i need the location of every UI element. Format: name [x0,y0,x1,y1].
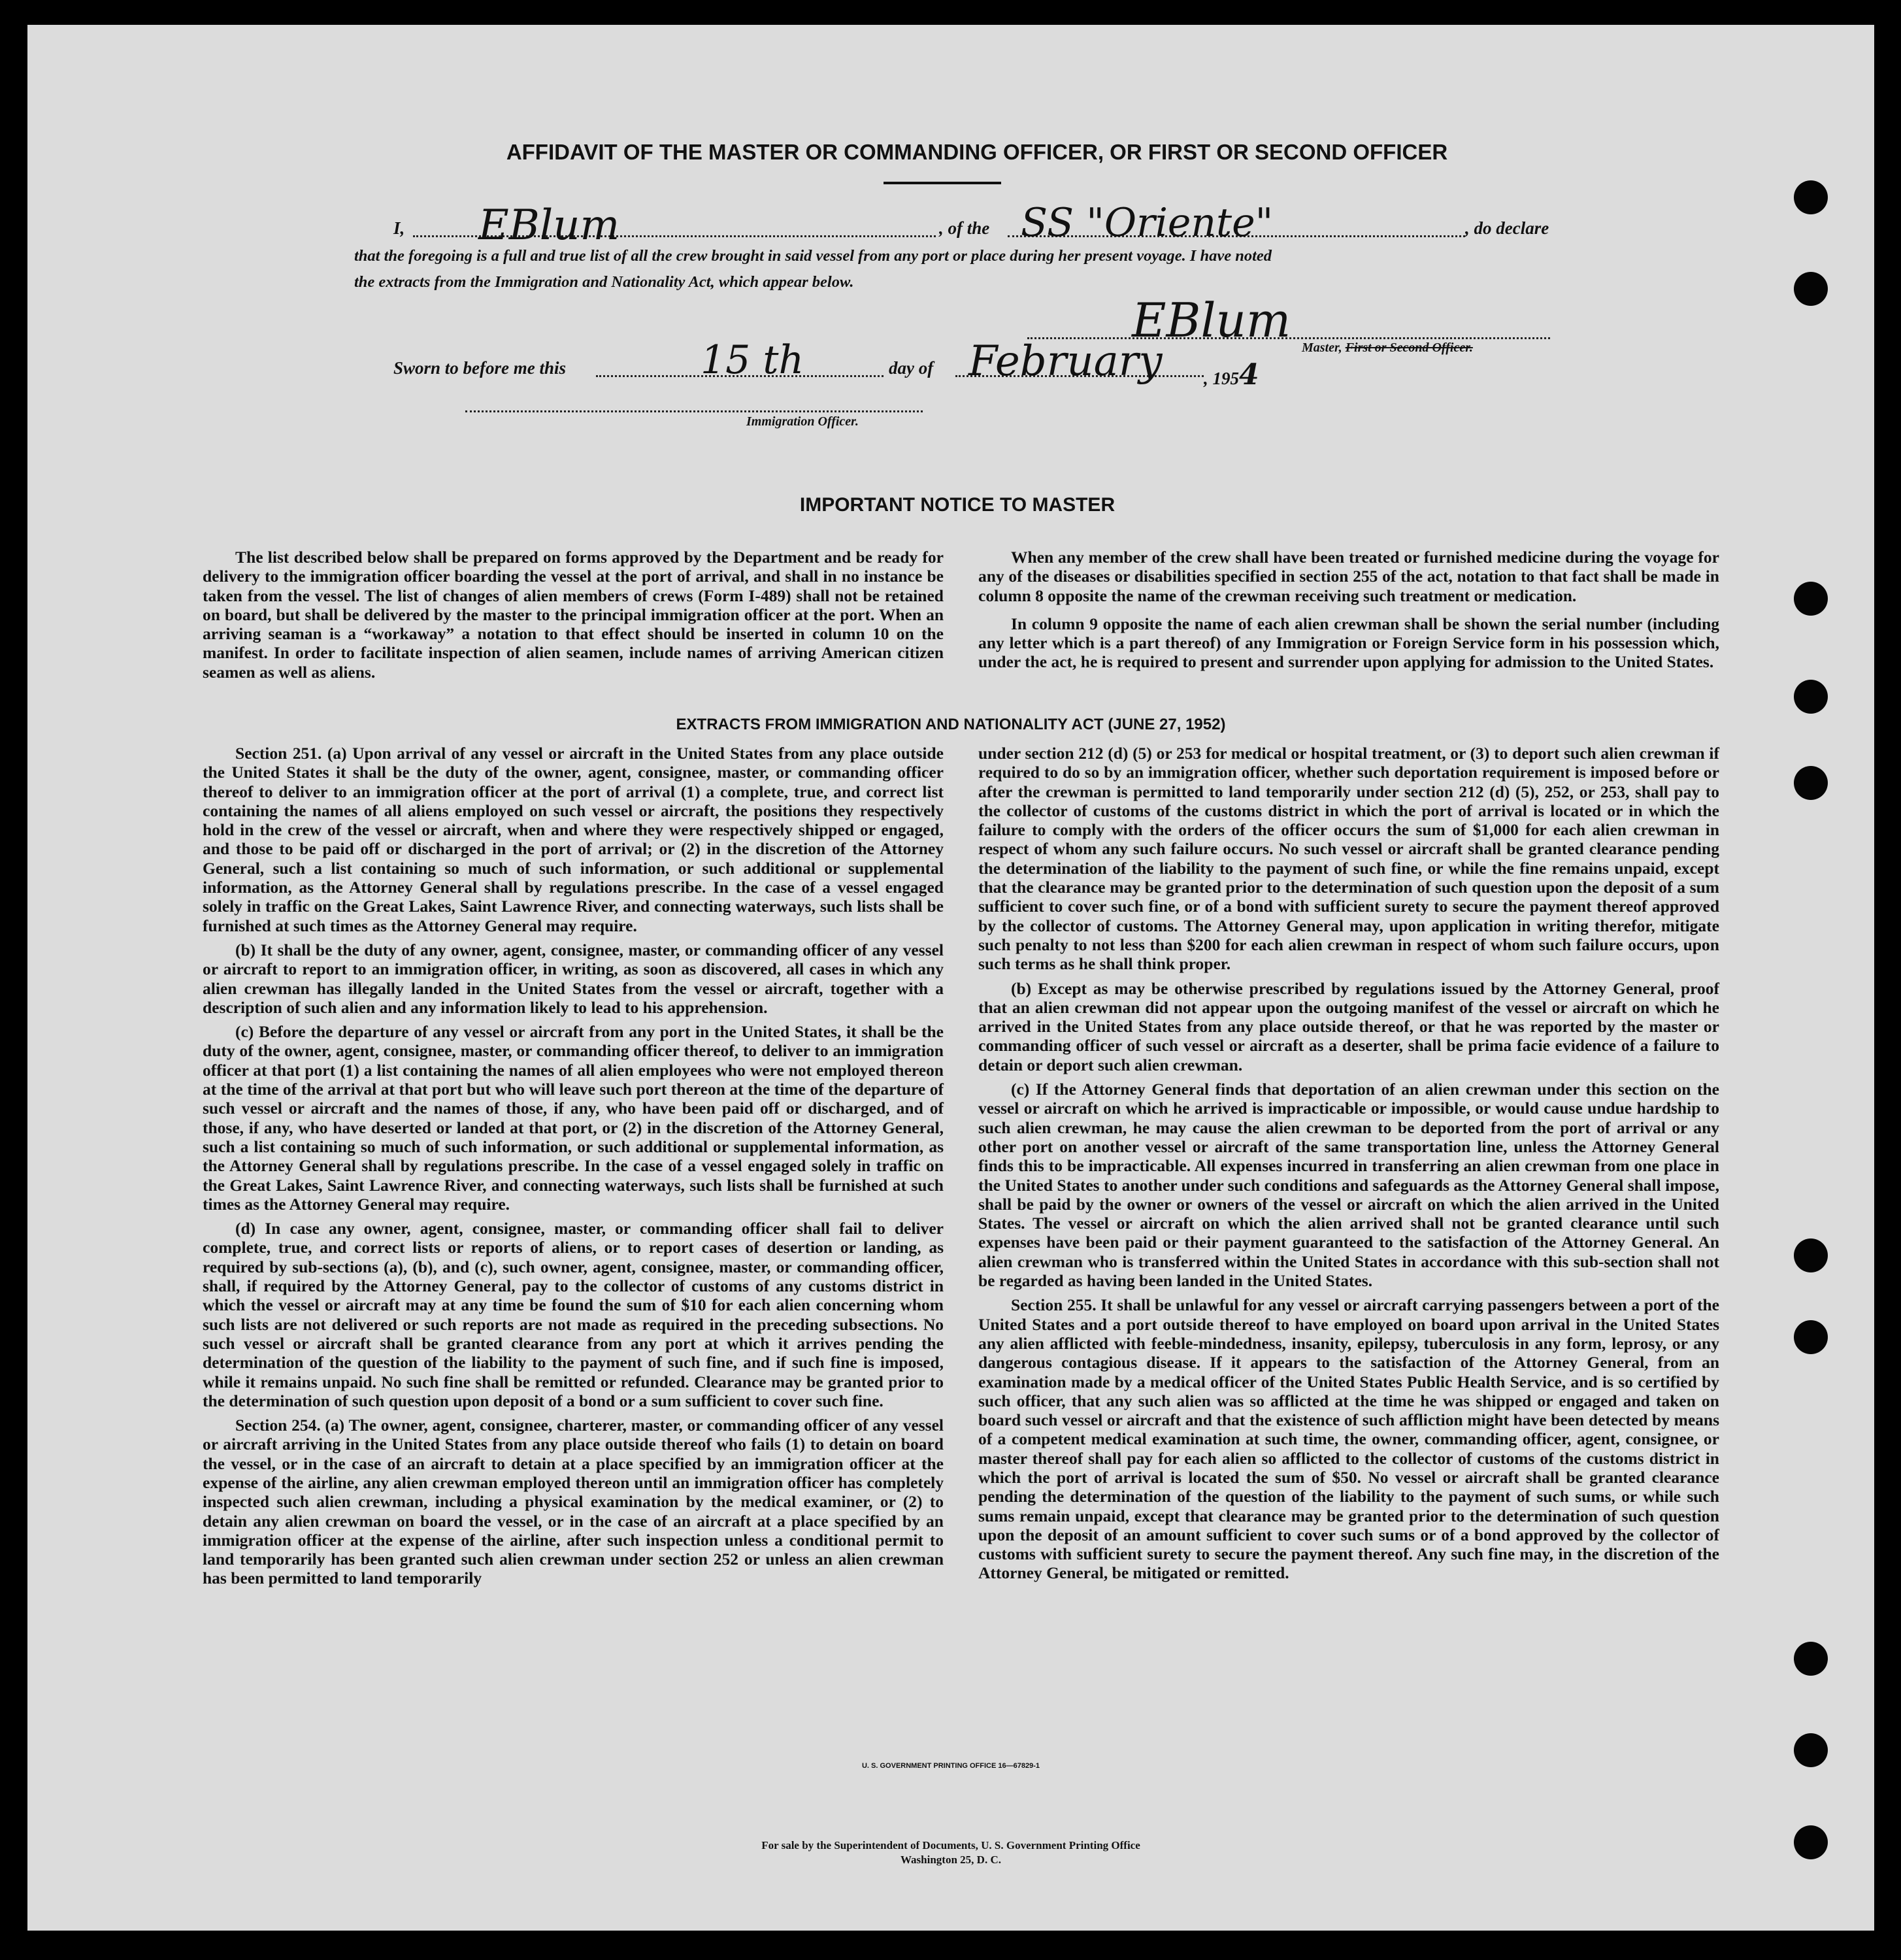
of-the-label: , of the [939,218,990,238]
punch-hole [1794,1642,1828,1676]
notice-right-column [978,548,1719,677]
notice-title: IMPORTANT NOTICE TO MASTER [799,494,1116,516]
sale-line-2: Washington 25, D. C. [901,1853,1001,1866]
section-251-a: Section 251. (a) Upon arrival of any vessel or aircraft in the United States from any place outside the United States it shall be the duty of the owner, agent, consignee, master, or commanding officer thereof to deliver to an immigration officer at the port of arrival (1) a complete, true, and correct list containing the names of all aliens employed on such vessel or aircraft, the positions they respectively hold in the crew of the vessel or aircraft, when and where they were respectively shipped or engaged, and those to be paid off or discharged in the port of arrival; or (2) in the discretion of the Attorney General, such a list containing so much of such information, or such additional or supplemental information, as the Attorney General shall by regulations prescribe. In the case of a vessel engaged solely in traffic on the Great Lakes, Saint Lawrence River, and connecting waterways, such lists shall be furnished at such times as the Attorney General may require. [203,744,944,935]
punch-hole [1794,1238,1828,1272]
printer-line: U. S. GOVERNMENT PRINTING OFFICE 16—67829-1 [861,1762,1040,1770]
year-prefix: , 195 [1204,369,1239,388]
vessel-name: SS "Oriente" [1021,200,1274,246]
title-rule [884,182,1001,184]
affidavit-title: AFFIDAVIT OF THE MASTER OR COMMANDING OFFICER, OR FIRST OR SECOND OFFICER [506,140,1448,164]
declaration-line-2: the extracts from the Immigration and Nationality Act, which appear below. [354,273,854,291]
document-page [27,25,1874,1931]
sworn-day: 15 th [701,337,804,383]
notice-right-paragraph-1: When any member of the crew shall have been treated or furnished medicine during the voyage for any of the diseases or disabilities specified in section 255 of the act, notation to that fact shall be made in column 8 opposite the name of the crewman receiving such treatment or medication. [978,548,1719,605]
notice-left-column [203,548,944,687]
i-label: I, [393,218,405,238]
extracts-right-column [978,744,1719,1588]
section-254-a: Section 254. (a) The owner, agent, consignee, charterer, master, or commanding officer of any vessel or aircraft arriving in the United States from any place outside thereof who fails (1) to detain on board the vessel, or in the case of an aircraft to detain at a place specified by an immigration officer at the expense of the airline, any alien crewman employed thereon until an immigration officer has completely inspected such alien crewman, including a physical examination by the medical examiner, or (2) to detain any alien crewman on board the vessel, or in the case of an aircraft at a place specified by an immigration officer at the expense of the airline, after such inspection unless a conditional permit to land temporarily has been granted such alien crewman under section 252 or unless an alien crewman has been permitted to land temporarily [203,1416,944,1588]
year-suffix: 4 [1239,358,1259,391]
section-251-d: (d) In case any owner, agent, consignee, master, or commanding officer shall fail to deliver complete, true, and correct lists or reports of aliens, or to report cases of desertion or landing, as required by sub-sections (a), (b), and (c), such owner, agent, consignee, master, or commanding officer, shall, if required by the Attorney General, pay to the collector of customs of any customs district in which the vessel or aircraft may at any time be found the sum of $10 for each alien concerning whom such lists are not delivered or such reports are not made as required in the preceding subsections. No such vessel or aircraft shall be granted clearance from any port at which it arrives pending the determination of the question of the liability to the payment of such fine, and if such fine is imposed, while it remains unpaid. No such fine shall be remitted or refunded. Clearance may be granted prior to the determination of such question upon deposit of a bond or a sum sufficient to cover such fine. [203,1219,944,1410]
immigration-officer-line [465,410,923,412]
section-254-b: (b) Except as may be otherwise prescribed by regulations issued by the Attorney General, proof that an alien crewman did not appear upon the outgoing manifest of the vessel or aircraft on which he arrived in the United States from any place outside thereof, or that he was reported by the master or commanding officer of such vessel or aircraft as a deserter, shall be prima facie evidence of a failure to detain or deport such alien crewman. [978,978,1719,1074]
master-caption [1302,341,1473,356]
punch-hole [1794,766,1828,800]
declaration-line-1: that the foregoing is a full and true list of all the crew brought in said vessel from any port or place during her present voyage. I have noted [354,247,1272,265]
extracts-title: EXTRACTS FROM IMMIGRATION AND NATIONALITY ACT (JUNE 27, 1952) [676,716,1226,733]
master-caption-plain: Master, [1302,341,1342,355]
notice-right-paragraph-2: In column 9 opposite the name of each alien crewman shall be shown the serial number (including any letter which is a part thereof) of any Immigration or Foreign Service form in his possession which, under the act, he is required to present and surrender upon applying for admission to the United States. [978,614,1719,672]
master-signature: EBlum [1132,293,1291,348]
punch-hole [1794,180,1828,214]
extracts-left-column [203,744,944,1593]
do-declare-label: , do declare [1465,218,1549,238]
section-254-c: (c) If the Attorney General finds that deportation of an alien crewman under this section on the vessel or aircraft on which he arrived is impracticable or impossible, or would cause undue hardship to such alien crewman, he may cause the alien crewman to be deported from the port of arrival or any other port on another vessel or aircraft of the same transportation line, unless the Attorney General finds this to be impracticable. All expenses incurred in transferring an alien crewman from one place in the United States to another under such conditions and safeguards as the Attorney General shall impose, shall be paid by the owner or owners of the vessel or aircraft on which the alien arrived in the United States. The vessel or aircraft on which the alien arrived shall not be granted clearance until such expenses have been paid or their payment guaranteed to the satisfaction of the Attorney General. An alien crewman who is transferred within the United States in accordance with this sub-section shall not be regarded as having been landed in the United States. [978,1080,1719,1291]
section-255: Section 255. It shall be unlawful for any vessel or aircraft carrying passengers between a port of the United States and a port outside thereof to have employed on board upon arrival in the United States any alien afflicted with feeble-mindedness, insanity, epilepsy, tuberculosis in any form, leprosy, or any dangerous contagious disease. If it appears to the satisfaction of the Attorney General, from an examination made by a medical officer of the United States Public Health Service, and is so certified by such officer, that any such alien was so afflicted at the time he was shipped or engaged and taken on board such vessel or aircraft and that the existence of such affliction might have been detected by means of a competent medical examination at such time, the owner, commanding officer, agent, consignee, or master thereof shall pay for each alien so afflicted to the collector of customs of the customs district in which the port of arrival is located the sum of $50. No vessel or aircraft shall be granted clearance pending the determination of the question of the liability to the payment of such sums, or while such sums remain unpaid, except that clearance may be granted prior to the determination of such question upon the deposit of an amount sufficient to cover such sums or of a bond approved by the collector of customs with sufficient surety to secure the payment thereof. Any such fine may, in the discretion of the Attorney General, be mitigated or remitted. [978,1295,1719,1583]
sworn-label: Sworn to before me this [393,358,567,378]
punch-hole [1794,680,1828,714]
section-251-c: (c) Before the departure of any vessel or aircraft from any port in the United States, it shall be the duty of the owner, agent, consignee, master, or commanding officer thereof, to deliver to an immigration officer at that port (1) a list containing the names of all alien employees who were not employed thereon at the time of the arrival at that port but who will leave such port thereon at the time of the departure of such vessel or aircraft and the names of those, if any, who have been paid off or discharged, and of those, if any, who have deserted or landed at that port, or (2) in the discretion of the Attorney General, such a list containing so much of such information, or such additional or supplemental information, as the Attorney General shall by regulations prescribe. In the case of a vessel engaged solely in traffic on the Great Lakes, Saint Lawrence River, and connecting waterways, such lists shall be furnished at such times as the Attorney General may require. [203,1022,944,1214]
day-of-label: day of [889,358,934,378]
sworn-month: February [968,337,1163,386]
notice-left-paragraph: The list described below shall be prepared on forms approved by the Department and be ready for delivery to the immigration officer boarding the vessel at the port of arrival, and shall in no instance be taken from the vessel. The list of changes of alien members of crews (Form I-489) shall not be retained on board, but shall be delivered by the master to the principal immigration officer at the port. When an arriving seaman is a “workaway” a notation to that effect should be inserted in column 10 on the manifest. In order to facilitate inspection of alien seamen, include names of arriving American citizen seamen as well as aliens. [203,548,944,682]
punch-hole [1794,1320,1828,1354]
punch-hole [1794,582,1828,616]
declarant-signature: EBlum [478,201,620,250]
section-254-a-continued: under section 212 (d) (5) or 253 for medical or hospital treatment, or (3) to deport such alien crewman if required to do so by an immigration officer, whether such deportation requirement is imposed before or after the crewman is permitted to land temporarily under section 212 (d) (5), 252, or 253, shall pay to the collector of customs of the customs district in which the port of arrival is located or in which the failure to comply with the orders of the officer occurs the sum of $1,000 for each alien crewman in respect of whom any such failure occurs. No such vessel or aircraft shall be granted clearance pending the determination of the liability to the payment of such fine, or while the fine remains unpaid, except that the clearance may be granted prior to the determination of such question upon the deposit of a sum sufficient to cover such fine, or of a bond with sufficient surety to secure the payment thereof approved by the collector of customs. The Attorney General may, upon application in writing therefor, mitigate such penalty to not less than $200 for each alien crewman in respect of whom such failure occurs, upon such terms as he shall think proper. [978,744,1719,974]
master-caption-struck: First or Second Officer. [1345,341,1473,355]
year-field [1204,358,1259,391]
sale-line-1: For sale by the Superintendent of Documents, U. S. Government Printing Office [761,1839,1140,1852]
section-251-b: (b) It shall be the duty of any owner, agent, consignee, master, or commanding officer of any vessel or aircraft to report to an immigration officer, in writing, as soon as discovered, all cases in which any alien crewman has illegally landed in the United States from the vessel or aircraft, together with a description of such alien and any information likely to lead to his apprehension. [203,940,944,1017]
officer-caption: Immigration Officer. [746,414,859,429]
punch-hole [1794,272,1828,306]
